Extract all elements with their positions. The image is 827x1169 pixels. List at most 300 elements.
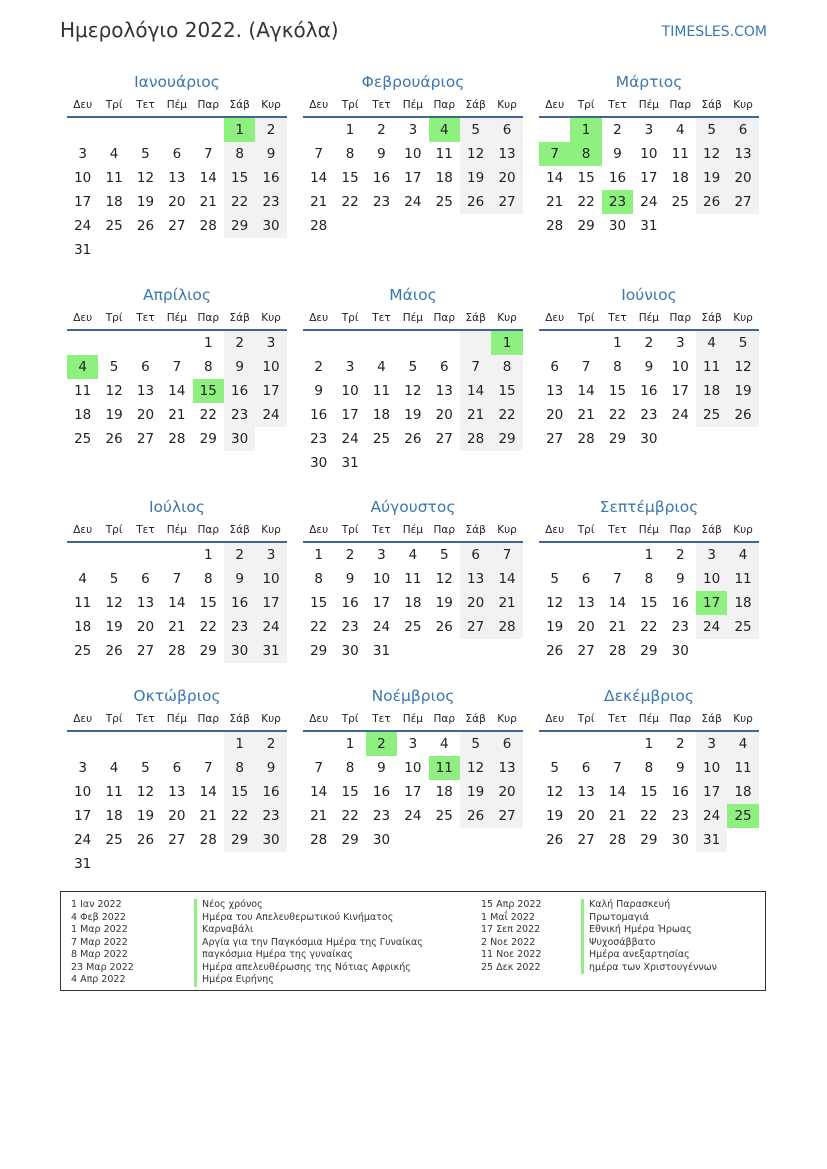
day-cell: 18 [671,170,689,186]
day-cell: 27 [491,804,522,828]
day-grid [539,732,759,852]
weekday-label: Παρ [433,712,455,725]
empty-cell [366,214,397,238]
weekday-label: Τρί [341,311,359,324]
day-cell: 16 [608,170,627,186]
day-cell: 30 [640,431,658,447]
empty-cell [98,331,129,355]
day-cell: 10 [671,359,689,375]
weekday-label: Πέμ [638,311,659,324]
day-cell: 4 [377,359,386,375]
day-cell: 14 [199,784,217,800]
empty-cell [161,852,192,876]
day-cell: 12 [460,142,491,166]
day-cell: 1 [203,335,213,351]
day-cell: 13 [136,383,155,399]
month-calendar [539,71,759,238]
day-cell: 31 [255,639,286,663]
weekday-label: Σάβ [465,98,486,111]
weekday-label: Δευ [545,311,565,324]
weekday-label: Κυρ [497,523,517,536]
day-cell: 29 [640,832,658,848]
day-cell: 23 [671,808,689,824]
day-cell: 10 [404,146,422,162]
weekday-label: Τετ [136,98,155,111]
day-cell: 2 [345,547,355,563]
empty-cell [570,543,601,567]
day-cell: 27 [727,190,758,214]
weekday-label: Παρ [197,523,219,536]
day-cell: 13 [168,784,186,800]
weekday-header [539,518,759,543]
day-cell: 26 [696,190,727,214]
day-cell: 27 [577,643,595,659]
day-cell: 30 [671,643,689,659]
month-calendar [303,284,523,475]
day-cell: 2 [377,122,386,138]
day-cell: 19 [727,379,758,403]
day-cell: 17 [372,595,391,611]
weekday-label: Τρί [577,311,595,324]
day-cell: 8 [314,571,323,587]
day-cell: 30 [224,639,255,663]
day-cell: 10 [255,567,286,591]
day-cell: 3 [78,760,87,776]
day-cell: 9 [644,359,654,375]
day-cell: 30 [224,427,255,451]
weekday-label: Δευ [545,712,565,725]
empty-cell [539,331,570,355]
weekday-label: Τρί [105,523,123,536]
day-grid [539,543,759,663]
day-cell: 11 [671,146,689,162]
weekday-label: Τετ [136,523,155,536]
day-cell: 25 [671,194,689,210]
day-cell: 22 [341,808,359,824]
month-calendar [303,685,523,852]
day-cell: 21 [310,808,328,824]
empty-cell [539,118,570,142]
weekday-label: Παρ [197,311,219,324]
day-cell: 15 [199,595,217,611]
day-cell: 13 [727,142,758,166]
day-cell: 2 [255,732,286,756]
day-cell: 4 [78,571,87,587]
weekday-label: Δευ [73,311,93,324]
day-cell: 20 [546,407,564,423]
day-cell: 1 [203,547,213,563]
day-cell: 13 [491,142,522,166]
weekday-label: Σάβ [465,523,486,536]
day-cell: 4 [109,760,119,776]
day-cell: 23 [255,804,286,828]
day-cell: 23 [310,431,328,447]
day-cell: 14 [491,567,522,591]
empty-cell [303,118,334,142]
day-cell: 24 [696,615,727,639]
day-cell: 6 [581,760,591,776]
day-cell: 30 [608,218,627,234]
empty-cell [602,732,633,756]
day-cell: 30 [341,643,359,659]
day-cell: 18 [74,407,92,423]
empty-cell [303,331,334,355]
empty-cell [460,639,491,663]
day-cell: 20 [491,780,522,804]
day-cell: 26 [727,403,758,427]
day-cell: 1 [345,736,355,752]
weekday-label: Πέμ [166,712,187,725]
site-link[interactable]: TIMESLES.COM [661,24,767,40]
day-cell: 14 [608,595,627,611]
day-cell: 7 [613,760,622,776]
month-name: Ιούνιος [621,286,677,304]
empty-cell [193,852,224,876]
weekday-label: Κυρ [733,523,753,536]
day-cell: 10 [640,146,658,162]
day-cell: 12 [696,142,727,166]
day-cell: 7 [172,359,182,375]
day-cell: 6 [491,732,522,756]
day-grid [67,732,287,876]
day-cell: 8 [224,142,255,166]
day-cell: 15 [310,595,328,611]
weekday-label: Δευ [309,523,329,536]
day-cell: 25 [105,832,123,848]
day-cell: 22 [224,804,255,828]
day-cell: 2 [255,118,286,142]
weekday-label: Σάβ [229,311,250,324]
day-cell: 29 [608,431,627,447]
day-cell: 28 [310,832,328,848]
legend-holiday-name: Νέος χρόνος [194,899,423,912]
empty-cell [67,732,98,756]
day-cell: 11 [696,355,727,379]
day-cell: 13 [136,595,155,611]
day-cell: 8 [345,760,355,776]
day-cell: 1 [224,118,255,142]
day-cell: 30 [255,214,286,238]
day-cell: 9 [224,355,255,379]
day-cell: 11 [435,146,453,162]
day-cell: 2 [314,359,323,375]
day-cell: 25 [727,804,758,828]
empty-cell [193,118,224,142]
day-grid [303,543,523,663]
day-cell: 14 [608,784,627,800]
day-cell: 15 [608,383,627,399]
weekday-label: Τρί [105,311,123,324]
empty-cell [696,639,727,663]
weekday-label: Παρ [669,523,691,536]
day-cell: 15 [640,784,658,800]
day-cell: 16 [640,383,658,399]
day-cell: 14 [310,170,328,186]
day-cell: 8 [644,760,654,776]
day-cell: 2 [675,547,685,563]
empty-cell [98,543,129,567]
day-cell: 13 [577,784,595,800]
day-cell: 7 [491,543,522,567]
day-cell: 8 [224,756,255,780]
empty-cell [491,214,522,238]
weekday-label: Πέμ [402,311,423,324]
day-cell: 1 [314,547,323,563]
day-cell: 17 [671,383,689,399]
weekday-label: Τετ [372,311,391,324]
legend-names-right [581,899,717,974]
day-cell: 6 [581,571,591,587]
day-cell: 21 [168,407,186,423]
day-cell: 25 [74,643,92,659]
day-cell: 9 [613,146,622,162]
day-cell: 26 [136,832,155,848]
day-cell: 26 [435,619,453,635]
day-cell: 2 [675,736,685,752]
day-cell: 5 [460,732,491,756]
weekday-label: Τρί [341,712,359,725]
day-cell: 16 [224,379,255,403]
day-grid [303,118,523,238]
day-cell: 27 [136,431,155,447]
day-cell: 21 [491,591,522,615]
day-cell: 18 [435,784,453,800]
weekday-label: Τετ [608,98,627,111]
weekday-label: Τρί [577,98,595,111]
day-cell: 19 [136,808,155,824]
weekday-header [303,707,523,732]
day-cell: 2 [224,543,255,567]
day-cell: 4 [727,543,758,567]
empty-cell [224,852,255,876]
weekday-label: Πέμ [402,523,423,536]
legend-holiday-name: παγκόσμια Ημέρα της γυναίκας [194,949,423,962]
day-cell: 16 [255,780,286,804]
day-cell: 21 [199,194,217,210]
day-cell: 17 [640,170,658,186]
legend-date: 23 Μαρ 2022 [71,961,134,973]
day-cell: 30 [372,832,391,848]
day-cell: 20 [168,194,186,210]
month-name: Δεκέμβριος [604,687,694,705]
empty-cell [539,543,570,567]
day-cell: 22 [491,403,522,427]
weekday-label: Κυρ [497,712,517,725]
weekday-label: Πέμ [638,98,659,111]
weekday-label: Τετ [372,712,391,725]
weekday-header [539,93,759,118]
day-cell: 6 [727,118,758,142]
day-cell: 26 [546,643,564,659]
day-cell: 22 [640,619,658,635]
day-cell: 19 [404,407,422,423]
day-cell: 11 [727,756,758,780]
weekday-label: Σάβ [465,712,486,725]
day-cell: 20 [577,619,595,635]
month-calendar [67,284,287,451]
legend-holiday-name: Εθνική Ημέρα Ήρωας [581,924,717,937]
day-cell: 22 [199,407,217,423]
day-cell: 22 [224,190,255,214]
day-grid [303,331,523,475]
day-cell: 9 [255,756,286,780]
day-cell: 10 [372,571,391,587]
day-cell: 28 [460,427,491,451]
day-cell: 17 [696,591,727,615]
legend-dates-right [481,899,542,974]
day-cell: 15 [577,170,595,186]
weekday-label: Πέμ [402,98,423,111]
empty-cell [397,331,428,355]
empty-cell [696,427,727,451]
day-cell: 27 [168,218,186,234]
day-cell: 7 [539,142,570,166]
day-cell: 12 [136,784,155,800]
day-grid [67,543,287,663]
empty-cell [460,451,491,475]
day-cell: 10 [696,567,727,591]
day-cell: 3 [78,146,87,162]
weekday-label: Τρί [577,712,595,725]
month-calendar [539,685,759,852]
empty-cell [334,331,365,355]
day-cell: 11 [74,595,92,611]
day-cell: 12 [136,170,155,186]
month-name: Ιανουάριος [134,73,220,91]
day-cell: 30 [255,828,286,852]
day-cell: 26 [460,804,491,828]
day-cell: 17 [696,780,727,804]
empty-cell [727,214,758,238]
month-calendar [67,685,287,876]
day-cell: 31 [640,218,658,234]
legend-holiday-name: Καλή Παρασκευή [581,899,717,912]
empty-cell [397,451,428,475]
empty-cell [397,828,428,852]
day-cell: 14 [168,383,186,399]
day-cell: 4 [109,146,119,162]
day-cell: 29 [310,643,328,659]
day-cell: 25 [435,808,453,824]
day-cell: 19 [136,194,155,210]
month-name: Φεβρουάριος [361,73,465,91]
empty-cell [130,331,161,355]
day-cell: 3 [377,547,386,563]
day-cell: 9 [224,567,255,591]
day-cell: 17 [404,170,422,186]
day-cell: 11 [74,383,92,399]
day-cell: 23 [602,190,633,214]
weekday-label: Σάβ [701,311,722,324]
day-cell: 12 [460,756,491,780]
day-cell: 26 [460,190,491,214]
day-cell: 28 [168,643,186,659]
day-cell: 24 [404,808,422,824]
legend-holiday-name: Ημέρα απελευθέρωσης της Νότιας Αφρικής [194,962,423,975]
weekday-label: Σάβ [465,311,486,324]
day-cell: 6 [141,571,150,587]
day-cell: 26 [105,431,123,447]
day-cell: 24 [404,194,422,210]
day-cell: 15 [640,595,658,611]
month-name: Απρίλιος [142,286,212,304]
day-cell: 19 [546,808,564,824]
day-cell: 4 [727,732,758,756]
day-cell: 16 [310,407,328,423]
weekday-label: Σάβ [701,98,722,111]
day-cell: 14 [460,379,491,403]
day-cell: 20 [577,808,595,824]
day-cell: 21 [199,808,217,824]
empty-cell [460,214,491,238]
day-cell: 9 [345,571,355,587]
empty-cell [602,543,633,567]
day-cell: 16 [255,166,286,190]
day-cell: 6 [439,359,449,375]
day-cell: 28 [199,832,217,848]
weekday-label: Τρί [105,712,123,725]
month-name: Ιούλιος [148,498,206,516]
day-cell: 5 [109,359,119,375]
day-cell: 5 [141,760,150,776]
day-cell: 8 [203,359,213,375]
empty-cell [161,331,192,355]
day-cell: 13 [577,595,595,611]
day-cell: 26 [404,431,422,447]
weekday-label: Κυρ [497,98,517,111]
legend-date: 1 Μαΐ 2022 [481,911,535,923]
day-cell: 31 [74,856,92,872]
day-cell: 15 [341,784,359,800]
day-cell: 12 [727,355,758,379]
day-cell: 12 [404,383,422,399]
day-cell: 17 [74,194,92,210]
legend-date: 11 Νοε 2022 [481,949,542,960]
day-cell: 5 [439,547,449,563]
empty-cell [727,639,758,663]
day-cell: 19 [696,166,727,190]
weekday-label: Κυρ [733,712,753,725]
day-cell: 31 [74,242,92,258]
empty-cell [130,732,161,756]
weekday-label: Σάβ [701,523,722,536]
legend-date: 4 Φεβ 2022 [71,911,126,923]
day-grid [539,118,759,238]
weekday-label: Τετ [372,98,391,111]
month-calendar [303,496,523,663]
day-cell: 24 [341,431,359,447]
day-cell: 25 [372,431,391,447]
day-cell: 23 [341,619,359,635]
day-cell: 16 [224,591,255,615]
day-cell: 6 [141,359,150,375]
day-cell: 19 [460,780,491,804]
day-cell: 21 [168,619,186,635]
empty-cell [665,427,696,451]
day-cell: 29 [199,643,217,659]
legend-date: 7 Μαρ 2022 [71,936,128,948]
empty-cell [161,543,192,567]
day-cell: 27 [460,615,491,639]
day-grid [539,331,759,451]
weekday-header [303,306,523,331]
weekday-header [303,518,523,543]
month-name: Αύγουστος [370,498,456,516]
day-cell: 21 [608,619,627,635]
weekday-header [539,306,759,331]
day-cell: 18 [435,170,453,186]
month-calendar [67,496,287,663]
